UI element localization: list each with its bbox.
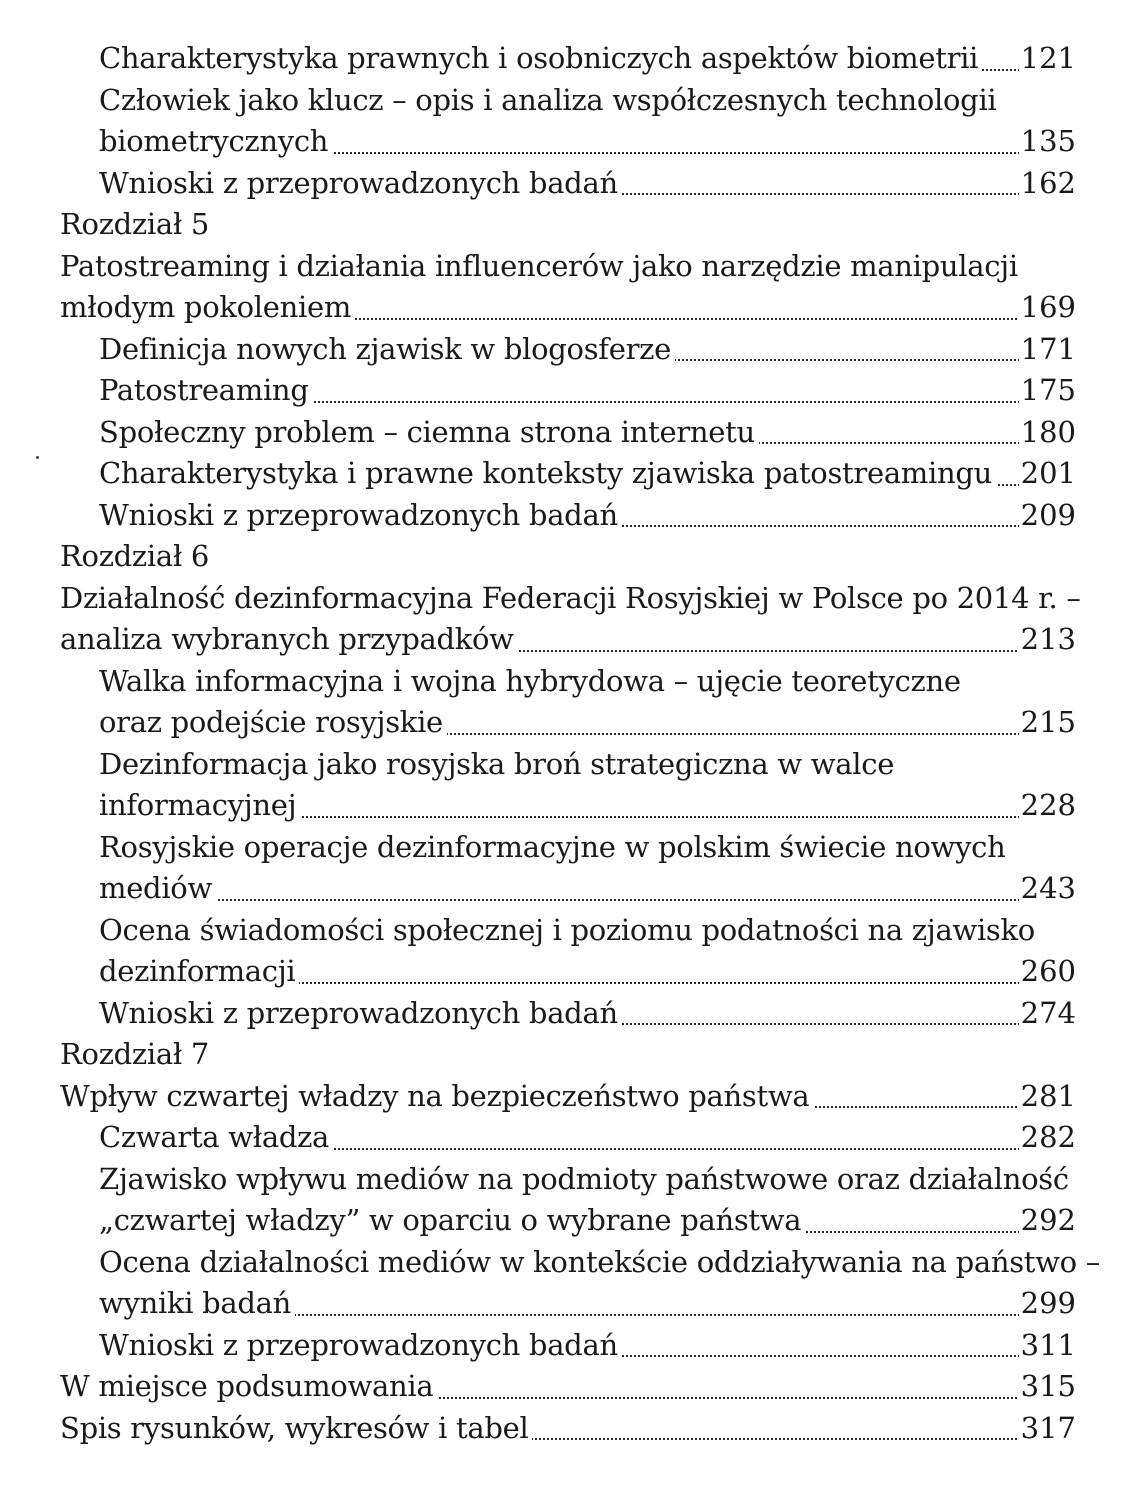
toc-section-line xyxy=(0,121,1140,163)
toc-entry-title: Zjawisko wpływu mediów na podmioty państwowe oraz działalność xyxy=(99,1159,1073,1201)
toc-entry-title: informacyjnej xyxy=(99,785,300,827)
toc-section-line xyxy=(0,827,1140,869)
toc-page-number: 209 xyxy=(1019,495,1076,537)
toc-entry-title: mediów xyxy=(99,868,216,910)
toc-section-line xyxy=(0,744,1140,786)
toc-section-line xyxy=(0,163,1140,205)
toc-section-line xyxy=(0,785,1140,827)
toc-page-number: 215 xyxy=(1019,702,1076,744)
toc-entry-title: Charakterystyka i prawne konteksty zjawiska patostreamingu xyxy=(99,453,996,495)
toc-page-number: 213 xyxy=(1019,619,1076,661)
toc-entry-title: Społeczny problem – ciemna strona internetu xyxy=(99,412,759,454)
toc-page-number: 292 xyxy=(1019,1200,1076,1242)
toc-page-number: 274 xyxy=(1019,993,1076,1035)
toc-entry-title: Czwarta władza xyxy=(99,1117,333,1159)
toc-chapter-line xyxy=(0,1408,1140,1450)
toc-entry-title: Wnioski z przeprowadzonych badań xyxy=(99,993,622,1035)
toc-entry-title: Rozdział 7 xyxy=(60,1034,213,1076)
toc-section-line xyxy=(0,495,1140,537)
toc-page-number: 299 xyxy=(1019,1283,1076,1325)
toc-entry-title: Ocena działalności mediów w kontekście oddziaływania na państwo – xyxy=(99,1242,1104,1284)
toc-section-line xyxy=(0,38,1140,80)
toc-section-line xyxy=(0,951,1140,993)
toc-entry-title: Wnioski z przeprowadzonych badań xyxy=(99,495,622,537)
toc-section-line xyxy=(0,453,1140,495)
table-of-contents xyxy=(0,38,1140,1449)
toc-entry-title: Działalność dezinformacyjna Federacji Rosyjskiej w Polsce po 2014 r. – xyxy=(60,578,1085,620)
toc-entry-title: młodym pokoleniem xyxy=(60,287,355,329)
toc-section-line xyxy=(0,329,1140,371)
toc-entry-title: Spis rysunków, wykresów i tabel xyxy=(60,1408,532,1450)
toc-chapter-line xyxy=(0,246,1140,288)
toc-section-line xyxy=(0,1325,1140,1367)
toc-section-line xyxy=(0,1200,1140,1242)
toc-page-number: 243 xyxy=(1019,868,1076,910)
toc-section-line xyxy=(0,661,1140,703)
toc-page-number: 281 xyxy=(1019,1076,1076,1118)
toc-entry-title: Walka informacyjna i wojna hybrydowa – ujęcie teoretyczne xyxy=(99,661,965,703)
toc-entry-title: Wnioski z przeprowadzonych badań xyxy=(99,163,622,205)
toc-page-number: 162 xyxy=(1019,163,1076,205)
toc-entry-title: biometrycznych xyxy=(99,121,332,163)
toc-section-line xyxy=(0,1159,1140,1201)
toc-chapter-line xyxy=(0,204,1140,246)
toc-section-line xyxy=(0,1242,1140,1284)
toc-section-line xyxy=(0,412,1140,454)
toc-chapter-line xyxy=(0,1034,1140,1076)
toc-section-line xyxy=(0,1117,1140,1159)
dot-leader xyxy=(99,899,1076,901)
toc-entry-title: Rozdział 6 xyxy=(60,536,213,578)
toc-entry-title: Wnioski z przeprowadzonych badań xyxy=(99,1325,622,1367)
toc-page-number: 171 xyxy=(1019,329,1076,371)
toc-entry-title: dezinformacji xyxy=(99,951,299,993)
toc-section-line xyxy=(0,370,1140,412)
toc-page-number: 180 xyxy=(1019,412,1076,454)
toc-section-line xyxy=(0,702,1140,744)
toc-section-line xyxy=(0,868,1140,910)
toc-page-number: 315 xyxy=(1019,1366,1076,1408)
toc-page-number: 175 xyxy=(1019,370,1076,412)
toc-entry-title: oraz podejście rosyjskie xyxy=(99,702,447,744)
toc-page-number: 311 xyxy=(1019,1325,1076,1367)
toc-page-number: 135 xyxy=(1019,121,1076,163)
toc-page-number: 121 xyxy=(1019,38,1076,80)
toc-entry-title: Ocena świadomości społecznej i poziomu podatności na zjawisko xyxy=(99,910,1039,952)
toc-entry-title: wyniki badań xyxy=(99,1283,295,1325)
toc-chapter-line xyxy=(0,1366,1140,1408)
toc-chapter-line xyxy=(0,1076,1140,1118)
toc-page-number: 282 xyxy=(1019,1117,1076,1159)
toc-page-number: 201 xyxy=(1019,453,1076,495)
toc-entry-title: Człowiek jako klucz – opis i analiza współczesnych technologii xyxy=(99,80,1000,122)
toc-entry-title: Patostreaming xyxy=(99,370,313,412)
toc-page-number: 317 xyxy=(1019,1408,1076,1450)
toc-entry-title: Rozdział 5 xyxy=(60,204,213,246)
toc-page-number: 169 xyxy=(1019,287,1076,329)
toc-entry-title: Rosyjskie operacje dezinformacyjne w polskim świecie nowych xyxy=(99,827,1009,869)
toc-page-number: 260 xyxy=(1019,951,1076,993)
toc-entry-title: Wpływ czwartej władzy na bezpieczeństwo państwa xyxy=(60,1076,813,1118)
toc-entry-title: Dezinformacja jako rosyjska broń strategiczna w walce xyxy=(99,744,898,786)
toc-entry-title: W miejsce podsumowania xyxy=(60,1366,437,1408)
toc-chapter-line xyxy=(0,619,1140,661)
toc-entry-title: Definicja nowych zjawisk w blogosferze xyxy=(99,329,675,371)
toc-entry-title: Charakterystyka prawnych i osobniczych aspektów biometrii xyxy=(99,38,982,80)
toc-section-line xyxy=(0,1283,1140,1325)
toc-page-number: 228 xyxy=(1019,785,1076,827)
toc-chapter-line xyxy=(0,536,1140,578)
toc-section-line xyxy=(0,993,1140,1035)
toc-entry-title: Patostreaming i działania influencerów jako narzędzie manipulacji xyxy=(60,246,1022,288)
toc-section-line xyxy=(0,910,1140,952)
toc-chapter-line xyxy=(0,287,1140,329)
scan-speck xyxy=(36,456,39,459)
toc-section-line xyxy=(0,80,1140,122)
toc-entry-title: „czwartej władzy” w oparciu o wybrane państwa xyxy=(99,1200,805,1242)
toc-chapter-line xyxy=(0,578,1140,620)
toc-entry-title: analiza wybranych przypadków xyxy=(60,619,518,661)
